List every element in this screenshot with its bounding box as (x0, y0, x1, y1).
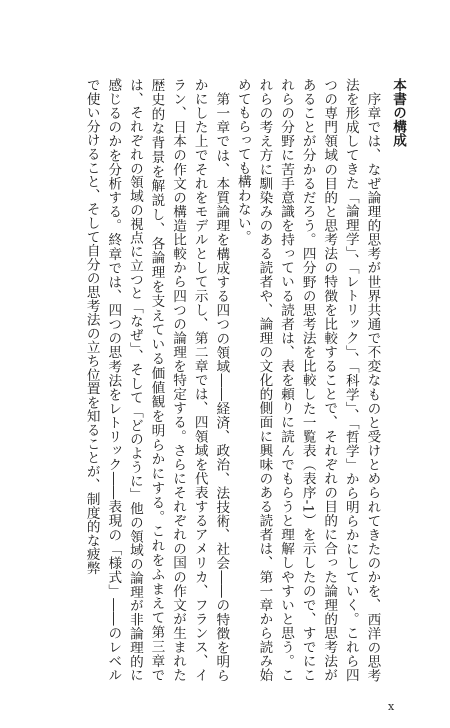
page-number: x (388, 700, 395, 713)
paragraph-chapters-overview: 第一章では、本質論理を構成する四つの領域――経済、政治、法技術、社会――の特徴を明らかにした上でそれをモデルとして示し、第二章では、四領域を代表するアメリカ、フランス、イラン、日本の作文の構造比較から四つの論理を特定する。さらにそれぞれの国の作文が生まれた歴史的な背景を解説し、各論理を支えている価値観を明らかにする。これをふまえて第三章では、それぞれの領域の視点に立つと「なぜ」、そして「どのように」他の領域の論理が非論理的に感じるのかを分析する。終章では、四つの思考法をレトリック――表現の「様式」――のレベルで使い分けること、そして自分の思考法の立ち位置を知ることが、制度的な疲弊 (83, 78, 230, 682)
paragraph-intro-chapter: 序章では、なぜ論理的思考が世界共通で不変なものと受けとめられてきたのかを、西洋の思考法を形成してきた「論理学」、「レトリック」、「科学」、「哲学」から明らかにしていく。これら四つの専門領域の目的と思考法の特徴を比較することで、それぞれの目的に合った論理的思考法があることが分かるだろう。四分野の思考法を比較した一覧表（表序-1）を示したので、すでにこれらの分野に苦手意識を持っている読者は、表を頼りに読んでもらうと理解しやすいと思う。これらの考え方に馴染みのある読者や、論理の文化的側面に興味のある読者は、第一章から読み始めてもらっても構わない。 (234, 78, 381, 682)
section-heading: 本書の構成 (390, 78, 406, 147)
vertical-text-block (80, 78, 408, 682)
